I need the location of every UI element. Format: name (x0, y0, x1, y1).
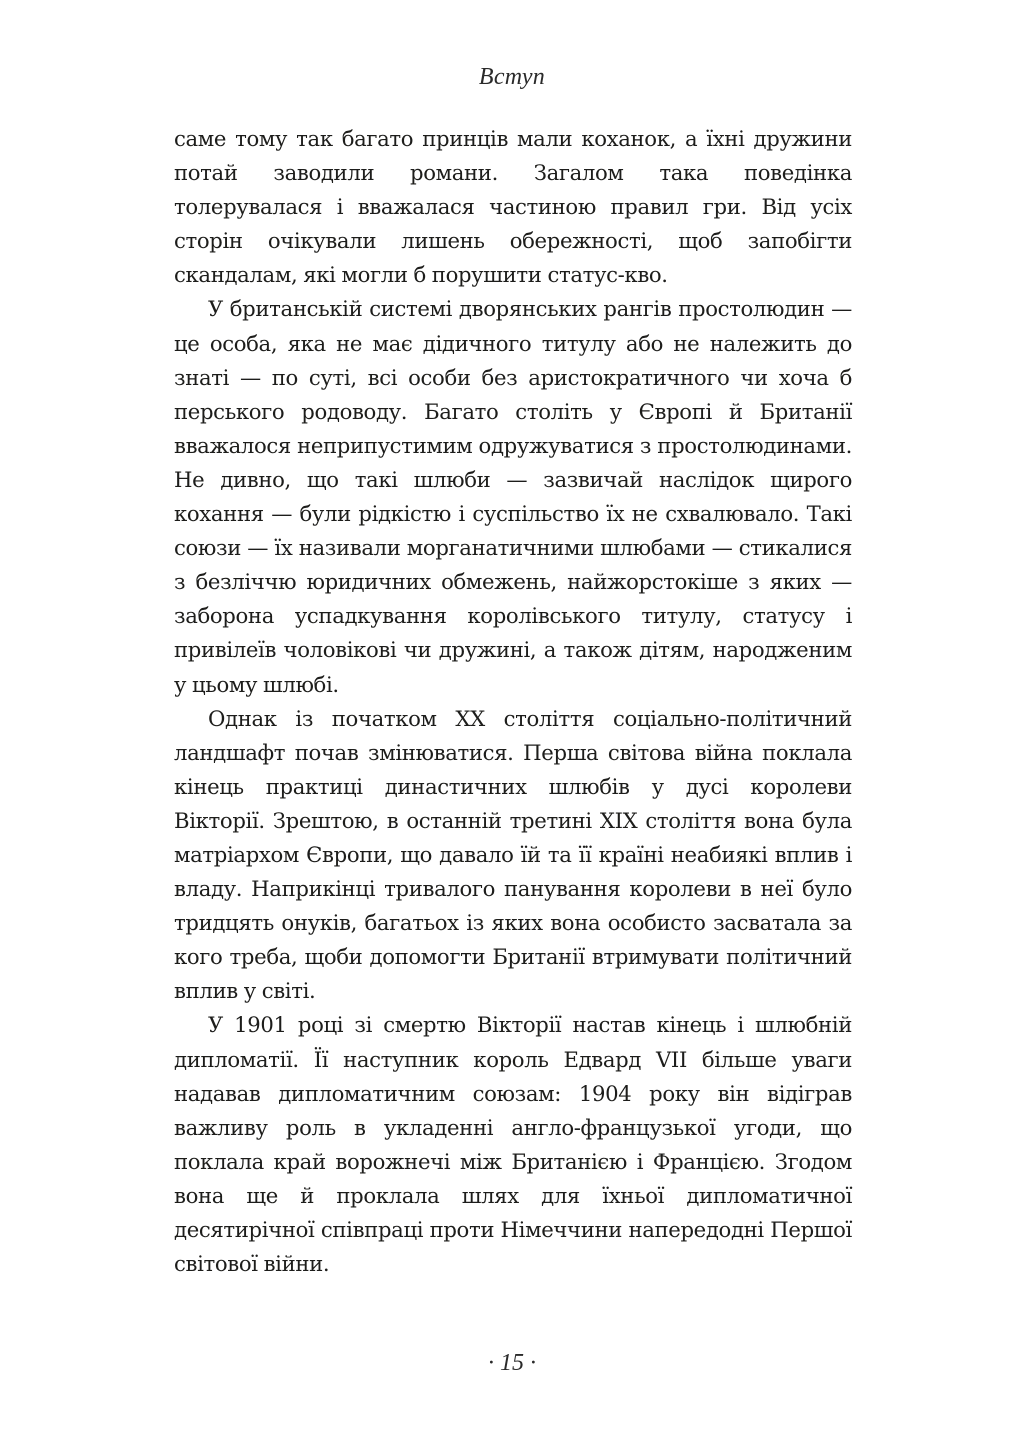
body-text (174, 122, 852, 1281)
paragraph-commoners: У британській системі дворянських рангів простолюдин — це особа, яка не має дідичного титулу або не належить до знаті — по суті, всі особи без аристократичного чи хоча б перського родоводу. Багато століть у Європі й Британії вважалося неприпустимим одружуватися з простолюдинами. Не дивно, що такі шлюби — зазвичай наслідок щирого кохання — були рідкістю і суспільство їх не схвалювало. Такі союзи — їх називали морганатичними шлюбами — стикалися з безліччю юридичних обмежень, найжорстокіше з яких — заборона успадкування королівського титулу, статусу і привілеїв чоловікові чи дружині, а також дітям, народженим у цьому шлюбі. (174, 296, 852, 697)
page-number: · 15 · (488, 1350, 536, 1376)
paragraph-twentieth-century: Однак із початком XX століття соціально-політичний ландшафт почав змінюватися. Перша світова війна поклала кінець практиці династичних шлюбів у дусі королеви Вікторії. Зрештою, в останній третині XIX століття вона була матріархом Європи, що давало їй та її країні неабиякі вплив і владу. Наприкінці тривалого панування королеви в неї було тридцять онуків, багатьох із яких вона особисто засватала за кого треба, щоби допомогти Британії втримувати політичний вплив у світі. (174, 705, 852, 1004)
paragraph-1901: У 1901 році зі смертю Вікторії настав кінець і шлюбній дипломатії. Її наступник король Едвард VII більше уваги надавав дипломатичним союзам: 1904 року він відіграв важливу роль в укладенні англо-французької угоди, що поклала край ворожнечі між Британією і Францією. Згодом вона ще й проклала шлях для їхньої дипломатичної десятирічної співпраці проти Німеччини напередодні Першої світової війни. (174, 1012, 852, 1277)
paragraph-continued: саме тому так багато принців мали коханок, а їхні дружини потай заводили романи. Загалом така поведінка толерувалася і вважалася частиною правил гри. Від усіх сторін очікували лишень обережності, щоб запобігти скандалам, які могли б порушити статус-кво. (174, 126, 852, 288)
running-head-title: Вступ (478, 64, 546, 90)
